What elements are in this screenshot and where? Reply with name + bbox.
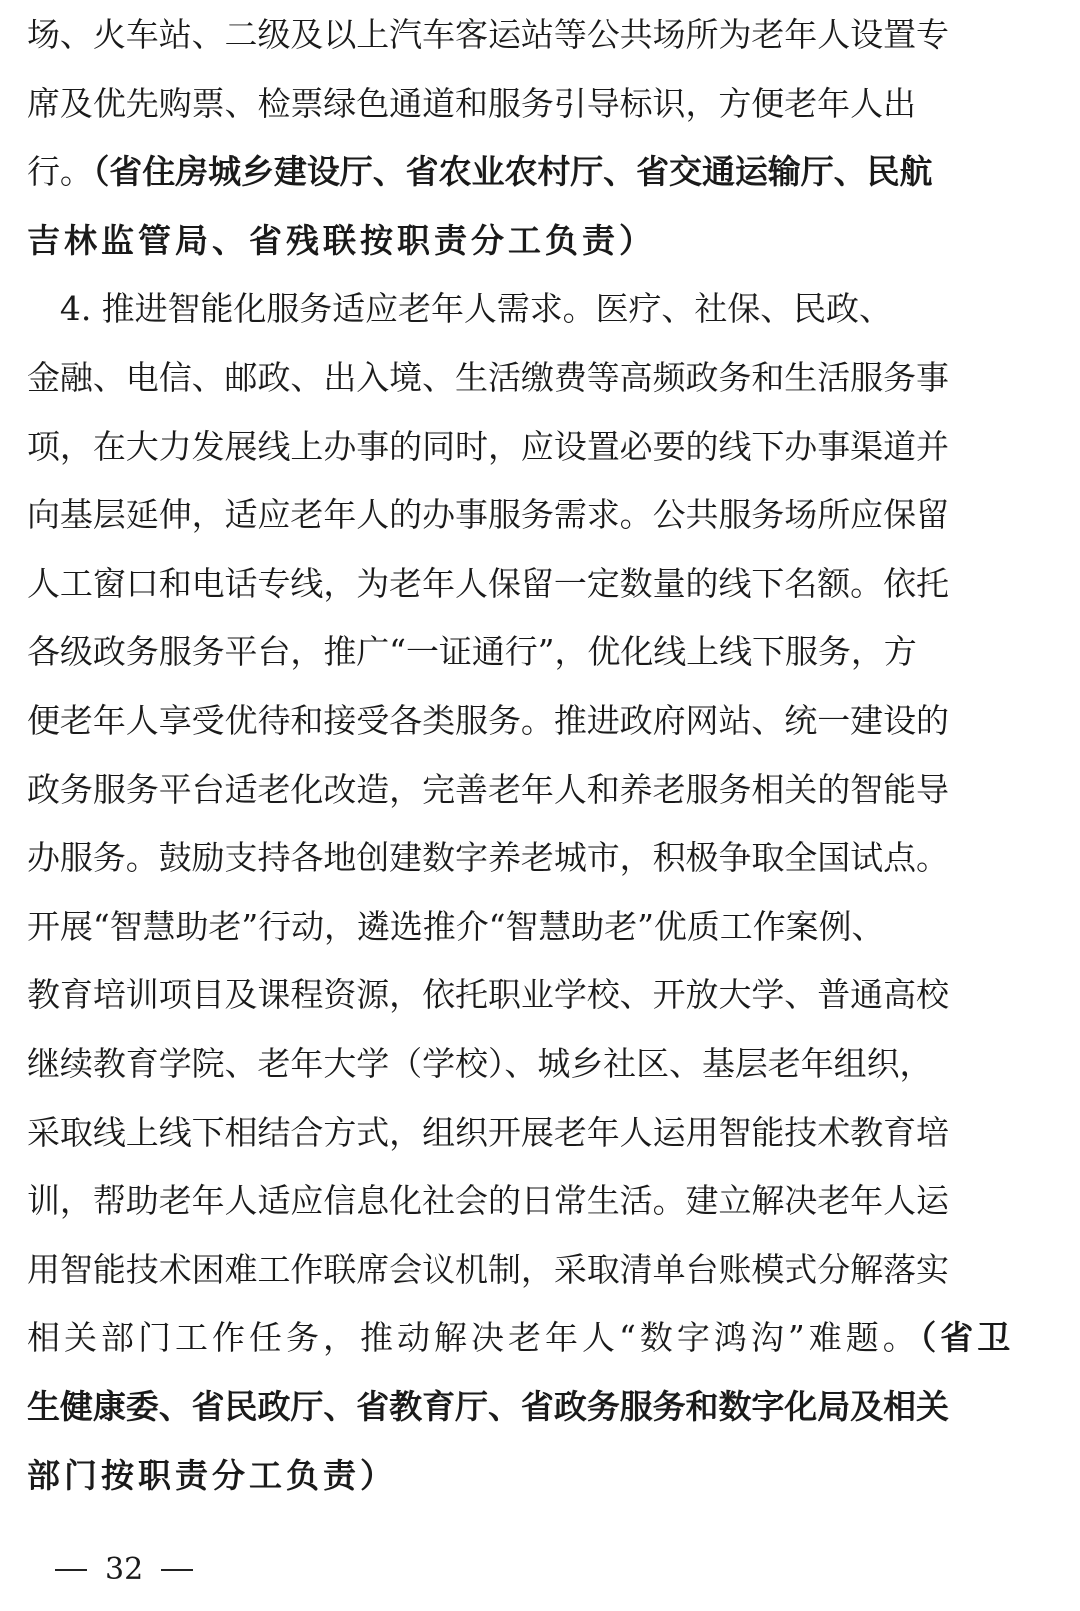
text-line-content: 行。 xyxy=(27,152,93,192)
footer-dash-left xyxy=(55,1569,87,1571)
text-line-bold-tail: （省住房城乡建设厅、省农业农村厅、省交通运输厅、民航 xyxy=(92,152,933,192)
text-line-content: 采取线上线下相结合方式，组织开展老年人运用智能技术教育培 xyxy=(27,1112,949,1152)
text-line-content: 开展“智慧助老”行动，遴选推介“智慧助老”优质工作案例、 xyxy=(27,906,885,946)
text-line xyxy=(27,549,1057,619)
footer-dash-right xyxy=(161,1569,193,1571)
text-line xyxy=(27,1098,1057,1168)
text-line-content: 生健康委、省民政厅、省教育厅、省政务服务和数字化局及相关 xyxy=(27,1387,949,1426)
text-line xyxy=(27,206,1057,276)
text-line xyxy=(27,1372,1057,1442)
text-line-content: 吉林监管局、省残联按职责分工负责） xyxy=(27,220,656,260)
text-line-content: 教育培训项目及课程资源，依托职业学校、开放大学、普通高校 xyxy=(27,975,949,1015)
text-line-bold-tail: （省卫 xyxy=(919,1318,1015,1358)
text-line xyxy=(27,480,1057,550)
page-number: 32 xyxy=(105,1552,144,1587)
text-line xyxy=(27,0,1057,70)
text-line-content: 项，在大力发展线上办事的同时，应设置必要的线下办事渠道并 xyxy=(27,426,949,466)
text-line-content: 各级政务服务平台，推广“一证通行”，优化线上线下服务，方 xyxy=(27,632,917,672)
text-line xyxy=(27,686,1057,756)
text-line xyxy=(27,960,1057,1030)
text-line xyxy=(27,1029,1057,1099)
text-line xyxy=(27,617,1057,687)
text-line-content: 训，帮助老年人适应信息化社会的日常生活。建立解决老年人运 xyxy=(27,1181,949,1221)
text-line xyxy=(27,1235,1057,1305)
text-line xyxy=(27,892,1057,962)
text-line-content: 席及优先购票、检票绿色通道和服务引导标识，方便老年人出 xyxy=(27,83,916,123)
text-line-content: 部门按职责分工负责） xyxy=(27,1455,397,1495)
text-line-content: 向基层延伸，适应老年人的办事服务需求。公共服务场所应保留 xyxy=(27,495,949,535)
text-line xyxy=(27,755,1057,825)
page-footer xyxy=(55,1545,193,1595)
text-line xyxy=(27,343,1057,413)
text-line xyxy=(27,1303,1057,1373)
text-line-content: 相关部门工作任务，推动解决老年人“数字鸿沟”难题。 xyxy=(27,1318,920,1358)
text-line xyxy=(27,274,1057,344)
text-line-content: 金融、电信、邮政、出入境、生活缴费等高频政务和生活服务事 xyxy=(27,358,949,397)
text-line-content: 人工窗口和电话专线，为老年人保留一定数量的线下名额。依托 xyxy=(27,563,949,603)
text-line-content: 4. 推进智能化服务适应老年人需求。医疗、社保、民政、 xyxy=(27,289,892,329)
text-line xyxy=(27,1166,1057,1236)
text-line-content: 场、火车站、二级及以上汽车客运站等公共场所为老年人设置专 xyxy=(27,15,949,54)
text-line-content: 继续教育学院、老年大学（学校）、城乡社区、基层老年组织， xyxy=(27,1044,933,1083)
text-line xyxy=(27,823,1057,893)
text-line xyxy=(27,69,1057,139)
text-line-content: 政务服务平台适老化改造，完善老年人和养老服务相关的智能导 xyxy=(27,769,949,809)
text-line-content: 便老年人享受优待和接受各类服务。推进政府网站、统一建设的 xyxy=(27,701,949,740)
text-line-content: 办服务。鼓励支持各地创建数字养老城市，积极争取全国试点。 xyxy=(27,838,949,878)
text-line xyxy=(27,412,1057,482)
text-line-content: 用智能技术困难工作联席会议机制，采取清单台账模式分解落实 xyxy=(27,1249,949,1289)
text-line xyxy=(27,1441,1057,1511)
text-line xyxy=(27,137,1057,207)
